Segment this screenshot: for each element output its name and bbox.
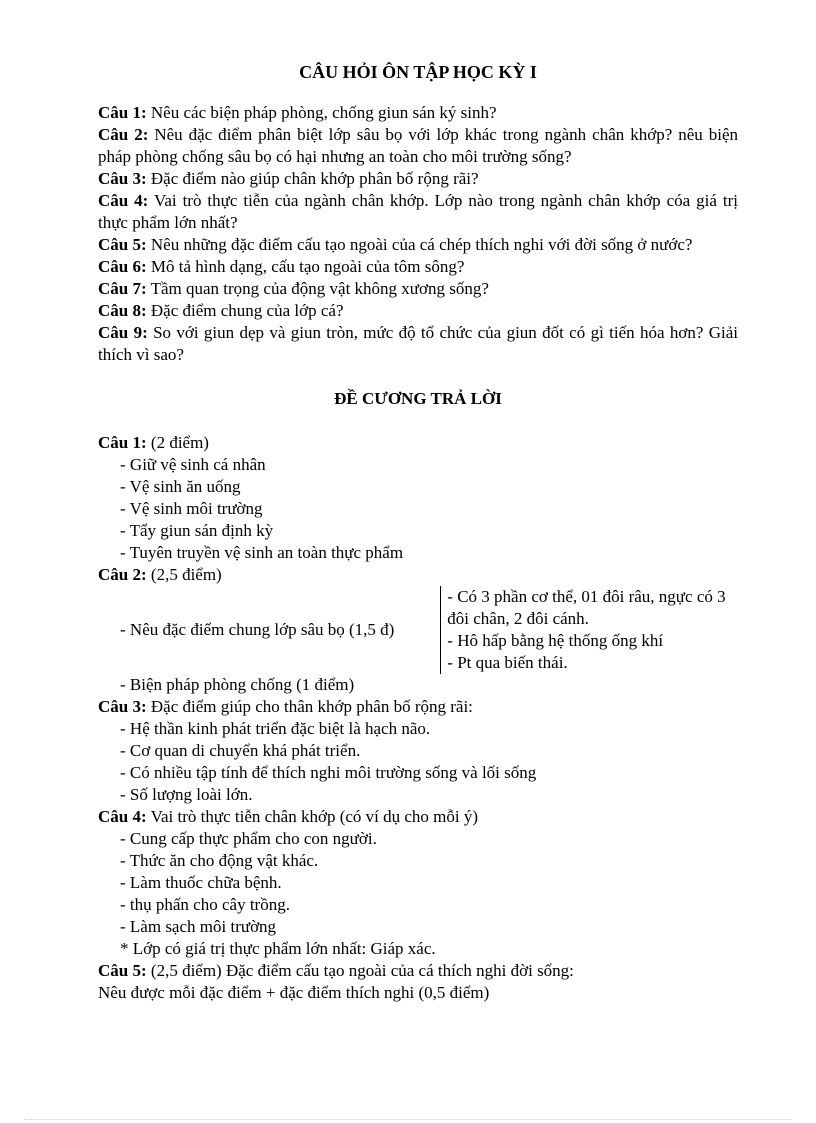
- answer-heading: [98, 696, 738, 718]
- question-label: Câu 3:: [98, 169, 147, 188]
- question-item: [98, 256, 738, 278]
- answer-4: [98, 806, 738, 960]
- bullet-item: - Cung cấp thực phẩm cho con người.: [120, 829, 377, 848]
- split-right-line: - Hô hấp bằng hệ thống ống khí: [447, 631, 664, 650]
- question-text: Đặc điểm nào giúp chân khớp phân bố rộng rãi?: [146, 169, 479, 188]
- answer-line: Nêu được mỗi đặc điểm + đặc điểm thích nghi (0,5 điểm): [98, 983, 490, 1002]
- answer-bullets: [98, 828, 738, 960]
- split-right-line: - Pt qua biến thái.: [447, 653, 568, 672]
- question-label: Câu 7:: [98, 279, 147, 298]
- question-label: Câu 5:: [98, 235, 147, 254]
- bullet-item: - Giữ vệ sinh cá nhân: [120, 455, 266, 474]
- bullet-item: - Hệ thần kinh phát triển đặc biệt là hạch não.: [120, 719, 431, 738]
- answer-bullets: [98, 674, 738, 696]
- question-text: Tầm quan trọng của động vật không xương sống?: [146, 279, 489, 298]
- answers-title: ĐỀ CƯƠNG TRẢ LỜI: [334, 389, 502, 408]
- question-item: [98, 168, 738, 190]
- question-item: [98, 278, 738, 300]
- question-text: Mô tả hình dạng, cấu tạo ngoài của tôm sông?: [146, 257, 465, 276]
- bullet-item: - Làm sạch môi trường: [120, 917, 277, 936]
- bullet-item: - Tẩy giun sán định kỳ: [120, 521, 274, 540]
- bullet-item: - Vệ sinh ăn uống: [120, 477, 241, 496]
- question-item: [98, 234, 738, 256]
- answer-label: Câu 2:: [98, 565, 147, 584]
- document-title: CÂU HỎI ÔN TẬP HỌC KỲ I: [299, 62, 537, 82]
- question-text: Đặc điểm chung của lớp cá?: [146, 301, 344, 320]
- question-item: [98, 190, 738, 234]
- page-bottom-divider: [24, 1119, 792, 1120]
- question-text: Nêu những đặc điểm cấu tạo ngoài của cá chép thích nghi với đời sống ở nước?: [146, 235, 693, 254]
- answer-text: (2 điểm): [146, 433, 209, 452]
- answer-text: (2,5 điểm) Đặc điểm cấu tạo ngoài của cá thích nghi đời sống:: [146, 961, 574, 980]
- question-text: So với giun dẹp và giun tròn, mức độ tổ chức của giun đốt có gì tiến hóa hơn? Giải thích vì sao?: [98, 323, 738, 364]
- bullet-item: - Biện pháp phòng chống (1 điểm): [120, 675, 355, 694]
- answer-heading: [98, 960, 738, 982]
- answer-label: Câu 3:: [98, 697, 147, 716]
- answer-bullets: [98, 454, 738, 564]
- answer-heading: [98, 564, 738, 586]
- question-item: [98, 124, 738, 168]
- question-item: [98, 300, 738, 322]
- question-label: Câu 9:: [98, 323, 148, 342]
- bullet-item: - Số lượng loài lớn.: [120, 785, 253, 804]
- answer-text: Đặc điểm giúp cho thân khớp phân bố rộng rãi:: [146, 697, 473, 716]
- bullet-item: * Lớp có giá trị thực phẩm lớn nhất: Giáp xác.: [120, 939, 436, 958]
- split-right-cell: [440, 586, 738, 674]
- answer-heading: [98, 806, 738, 828]
- question-label: Câu 4:: [98, 191, 149, 210]
- question-item: [98, 322, 738, 366]
- question-label: Câu 2:: [98, 125, 149, 144]
- bullet-item: - Có nhiều tập tính để thích nghi môi trường sống và lối sống: [120, 763, 537, 782]
- bullet-item: - Cơ quan di chuyển khá phát triển.: [120, 741, 361, 760]
- answer-label: Câu 5:: [98, 961, 147, 980]
- question-label: Câu 1:: [98, 103, 147, 122]
- question-list: [98, 102, 738, 366]
- answer-3: [98, 696, 738, 806]
- document-page: [98, 56, 738, 1004]
- bullet-item: - Tuyên truyền vệ sinh an toàn thực phẩm: [120, 543, 404, 562]
- answer-1: [98, 432, 738, 564]
- bullet-item: - thụ phấn cho cây trồng.: [120, 895, 290, 914]
- split-right-line: - Có 3 phần cơ thể, 01 đôi râu, ngực có 3 đôi chân, 2 đôi cánh.: [447, 587, 726, 628]
- bullet-item: - Vệ sinh môi trường: [120, 499, 263, 518]
- answer-split-table: [98, 586, 738, 674]
- question-label: Câu 8:: [98, 301, 147, 320]
- bullet-item: - Làm thuốc chữa bệnh.: [120, 873, 282, 892]
- question-text: Vai trò thực tiễn của ngành chân khớp. Lớp nào trong ngành chân khớp cóa giá trị thực phẩm lớn nhất?: [98, 191, 738, 232]
- question-label: Câu 6:: [98, 257, 147, 276]
- question-text: Nêu đặc điểm phân biệt lớp sâu bọ với lớp khác trong ngành chân khớp? nêu biện pháp phòng chống sâu bọ có hại nhưng an toàn cho môi trường sống?: [98, 125, 738, 166]
- answer-2: [98, 564, 738, 696]
- answer-heading: [98, 432, 738, 454]
- question-item: [98, 102, 738, 124]
- answer-label: Câu 1:: [98, 433, 147, 452]
- answer-label: Câu 4:: [98, 807, 147, 826]
- answer-text: Vai trò thực tiễn chân khớp (có ví dụ cho mỗi ý): [146, 807, 479, 826]
- split-left-cell: - Nêu đặc điểm chung lớp sâu bọ (1,5 đ): [120, 620, 395, 639]
- answer-text: (2,5 điểm): [146, 565, 222, 584]
- question-text: Nêu các biện pháp phòng, chống giun sán ký sinh?: [146, 103, 497, 122]
- bullet-item: - Thức ăn cho động vật khác.: [120, 851, 319, 870]
- answer-5: [98, 960, 738, 1004]
- answer-bullets: [98, 718, 738, 806]
